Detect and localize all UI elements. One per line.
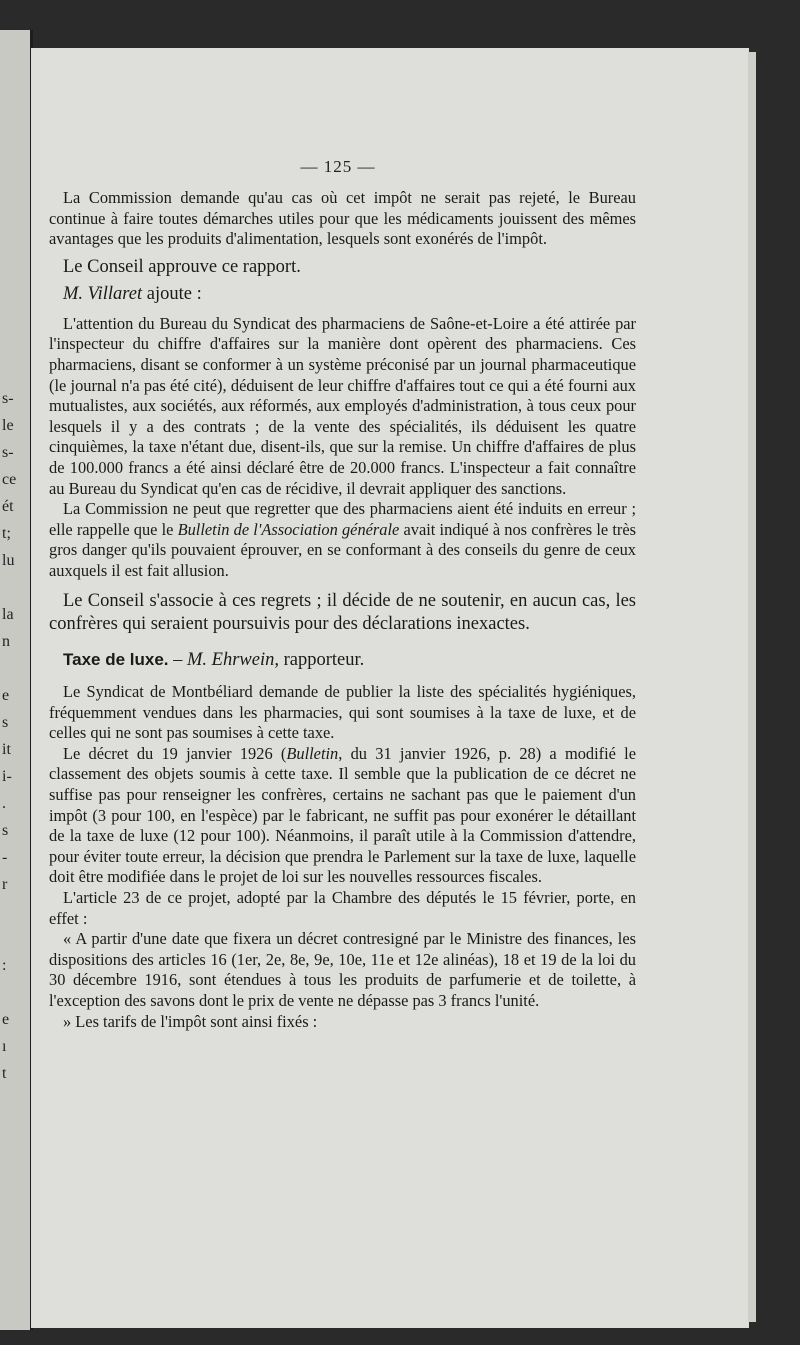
adjacent-page-fragment bbox=[0, 979, 28, 1006]
adjacent-page-fragment: e bbox=[2, 1011, 10, 1028]
adjacent-page-fragment: lu bbox=[2, 552, 15, 569]
paragraph: Le Syndicat de Montbéliard demande de publier la liste des spécialités hygiéniques, fréquemment vendues dans les pharmacies, qui sont soumises à la taxe de luxe, et de celles qui ne sont pas soumises à cette taxe. bbox=[49, 682, 636, 743]
adjacent-page-fragment: it bbox=[2, 741, 11, 758]
adjacent-page-fragment: t; bbox=[2, 525, 11, 542]
adjacent-page-fragment bbox=[0, 655, 28, 682]
adjacent-page-fragment bbox=[0, 898, 28, 925]
adjacent-page bbox=[0, 30, 33, 1330]
adjacent-page-fragment: s bbox=[2, 822, 9, 839]
rapporteur-name: M. Ehrwein, bbox=[187, 649, 279, 670]
page-edge bbox=[748, 52, 756, 1322]
adjacent-page-fragment bbox=[0, 574, 28, 601]
adjacent-page-fragment: - bbox=[2, 849, 8, 866]
adjacent-page-fragment: ce bbox=[2, 471, 17, 488]
adjacent-page-fragment: la bbox=[2, 606, 14, 623]
page-body bbox=[49, 150, 636, 1032]
adjacent-page-fragment: . bbox=[2, 795, 6, 812]
adjacent-page-fragment: t bbox=[2, 1065, 7, 1082]
adjacent-page-fragment: s- bbox=[2, 390, 14, 407]
paragraph: La Commission ne peut que regretter que des pharmaciens aient été induits en erreur ; elle rappelle que le Bulletin de l'Association générale avait indiqué à nos confrères le très gros danger qu'ils pouvaient éprouver, en se conformant à des conseils du genre de ceux auxquels il est fait allusion. bbox=[49, 499, 637, 580]
paragraph: L'attention du Bureau du Syndicat des pharmaciens de Saône-et-Loire a été attirée par l'inspecteur du chiffre d'affaires sur la manière dont opèrent des pharmaciens. Ces pharmaciens, disant se conformer à un système préconisé par un journal pharmaceutique (le journal n'a pas été cité), déduisent de leur chiffre d'affaires tout ce qui a été fourni aux mutualistes, aux sociétés, aux réformés, aux employés d'administration, à tous ceux pour lesquels il y a des contrats ; de la vente des spécialités, ils déduisent les quatre cinquièmes, la taxe n'étant due, disent-ils, que sur la remise. Un chiffre d'affaires de plus de 100.000 francs a été ainsi déclaré être de 20.000 francs. L'inspecteur a fait connaître au Bureau du Syndicat qu'en cas de récidive, il devrait appliquer des sanctions. bbox=[49, 313, 636, 498]
adjacent-page-fragment bbox=[0, 925, 28, 952]
section-title: Taxe de luxe. bbox=[63, 649, 169, 669]
quoted-paragraph: » Les tarifs de l'impôt sont ainsi fixés : bbox=[63, 1011, 318, 1031]
quoted-paragraph: « A partir d'une date que fixera un décret contresigné par le Ministre des finances, les dispositions des articles 16 (1er, 2e, 8e, 9e, 10e, 11e et 12e alinéas), 18 et 19 de la loi du 30 décembre 1916, sont étendues à tous les produits de parfumerie et de toilette, à l'exception des savons dont le prix de vente ne dépasse pas 3 francs l'unité. bbox=[49, 929, 636, 1010]
adjacent-page-fragment: e bbox=[2, 687, 10, 704]
page-number: — 125 — bbox=[300, 157, 376, 176]
adjacent-page-fragment: n bbox=[2, 633, 10, 650]
paragraph: L'article 23 de ce projet, adopté par la Chambre des députés le 15 février, porte, en effet : bbox=[49, 888, 636, 928]
speaker-name: M. Villaret bbox=[63, 283, 143, 304]
adjacent-page-fragment: s bbox=[2, 714, 9, 731]
adjacent-page-fragment: i- bbox=[2, 768, 12, 785]
publication-title: Bulletin de l'Association générale bbox=[177, 519, 400, 539]
section-heading: Taxe de luxe. – M. Ehrwein, rapporteur. bbox=[63, 649, 365, 670]
paragraph: Le Conseil s'associe à ces regrets ; il décide de ne soutenir, en aucun cas, les confrères qui seraient poursuivis pour des déclarations inexactes. bbox=[49, 590, 636, 634]
adjacent-page-fragment: r bbox=[2, 876, 8, 893]
adjacent-page-fragment: s- bbox=[2, 444, 14, 461]
adjacent-page-fragment: ét bbox=[2, 498, 14, 515]
paragraph: Le décret du 19 janvier 1926 (Bulletin, du 31 janvier 1926, p. 28) a modifié le classement des objets soumis à cette taxe. Il semble que la publication de ce décret ne suffise pas pour renseigner les confrères, certains ne sachant pas que le paiement d'un impôt (3 pour 100, en l'espèce) par le fabricant, ne suffit pas pour exonérer le détaillant de la taxe de luxe (12 pour 100). Néanmoins, il paraît utile à la Commission d'attendre, pour éviter toute erreur, la décision que prendra le Parlement sur la taxe de luxe, laquelle doit être modifiée dans le projet de loi sur les nouvelles ressources fiscales. bbox=[49, 743, 637, 887]
paragraph: Le Conseil approuve ce rapport. bbox=[63, 256, 301, 277]
adjacent-page-fragment: ı bbox=[2, 1038, 7, 1055]
adjacent-page-text bbox=[0, 385, 28, 1087]
paragraph: M. Villaret ajoute : bbox=[63, 283, 202, 304]
adjacent-page-fragment: le bbox=[2, 417, 14, 434]
adjacent-page-fragment: : bbox=[2, 957, 7, 974]
publication-title: Bulletin bbox=[286, 743, 339, 763]
paragraph: La Commission demande qu'au cas où cet impôt ne serait pas rejeté, le Bureau continue à faire toutes démarches utiles pour que les médicaments jouissent des mêmes avantages que les produits d'alimentation, lesquels sont exonérés de l'impôt. bbox=[49, 188, 636, 249]
